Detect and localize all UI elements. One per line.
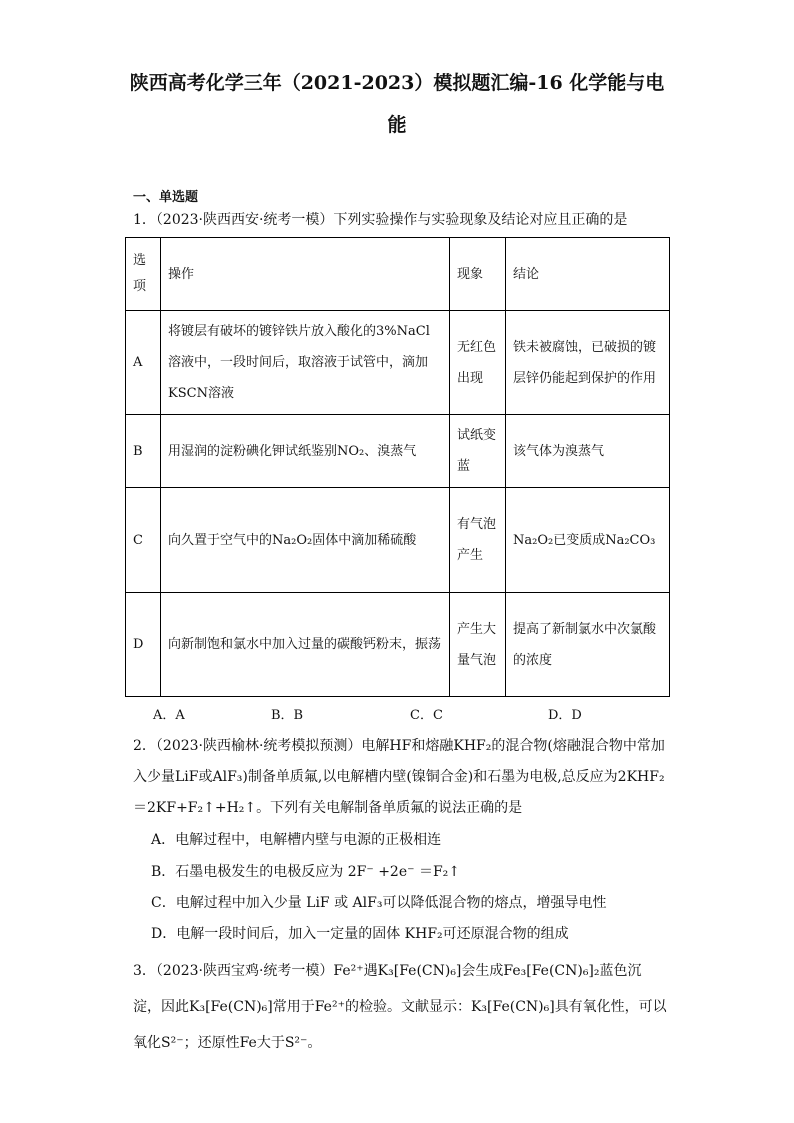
option-d[interactable]: D．电解一段时间后，加入一定量的固体 KHF₂可还原混合物的组成 — [151, 926, 569, 942]
title-line-1: 陕西高考化学三年（2021-2023）模拟题汇编-16 化学能与电 — [129, 72, 665, 94]
page-title — [110, 62, 684, 146]
question-1-stem: 1．（2023·陕西西安·统考一模）下列实验操作与实验现象及结论对应且正确的是 — [133, 212, 628, 228]
row-operation: 向久置于空气中的Na₂O₂固体中滴加稀硫酸 — [161, 488, 450, 593]
row-phenomenon: 试纸变蓝 — [450, 415, 506, 488]
row-option: D — [126, 593, 161, 697]
title-line-2: 能 — [387, 114, 407, 136]
question-1-choices — [153, 704, 673, 724]
table-row — [126, 311, 670, 415]
header-phenomenon: 现象 — [450, 238, 506, 311]
question-1-table — [125, 237, 670, 697]
choice-d[interactable]: D．D — [548, 708, 582, 723]
row-operation: 向新制饱和氯水中加入过量的碳酸钙粉末，振荡 — [161, 593, 450, 697]
row-operation: 用湿润的淀粉碘化钾试纸鉴别NO₂、溴蒸气 — [161, 415, 450, 488]
row-operation: 将镀层有破坏的镀锌铁片放入酸化的3%NaCl溶液中，一段时间后，取溶液于试管中，滴加KSCN溶液 — [161, 311, 450, 415]
row-phenomenon: 无红色出现 — [450, 311, 506, 415]
table-header-row — [126, 238, 670, 311]
header-conclusion: 结论 — [506, 238, 670, 311]
row-option: C — [126, 488, 161, 593]
row-option: A — [126, 311, 161, 415]
row-phenomenon: 产生大量气泡 — [450, 593, 506, 697]
option-a[interactable]: A．电解过程中，电解槽内壁与电源的正极相连 — [151, 832, 442, 848]
header-operation: 操作 — [161, 238, 450, 311]
option-c[interactable]: C．电解过程中加入少量 LiF 或 AlF₃可以降低混合物的熔点，增强导电性 — [151, 895, 607, 911]
choice-b[interactable]: B．B — [271, 708, 304, 723]
section-heading: 一、单选题 — [133, 190, 199, 205]
header-option: 选项 — [126, 238, 161, 311]
option-b[interactable]: B．石墨电极发生的电极反应为 2F⁻ +2e⁻ ＝F₂↑ — [151, 864, 461, 880]
table-row — [126, 593, 670, 697]
row-phenomenon: 有气泡产生 — [450, 488, 506, 593]
table-row — [126, 415, 670, 488]
choice-c[interactable]: C．C — [410, 708, 443, 723]
question-2-stem: 2．（2023·陕西榆林·统考模拟预测）电解HF和熔融KHF₂的混合物(熔融混合物中常加入少量LiF或AlF₃)制备单质氟,以电解槽内壁(镍铜合金)和石墨为电极,总反应为2KHF₂＝2KF+F₂↑+H₂↑。下列有关电解制备单质氟的说法正确的是 — [133, 738, 665, 816]
choice-a[interactable]: A．A — [153, 708, 185, 723]
row-conclusion: 提高了新制氯水中次氯酸的浓度 — [506, 593, 670, 697]
row-conclusion: 该气体为溴蒸气 — [506, 415, 670, 488]
table-row — [126, 488, 670, 593]
question-3-stem: 3．（2023·陕西宝鸡·统考一模）Fe²⁺遇K₃[Fe(CN)₆]会生成Fe₃[Fe(CN)₆]₂蓝色沉淀，因此K₃[Fe(CN)₆]常用于Fe²⁺的检验。文献显示：K₃[Fe(CN)₆]具有氧化性，可以氧化S²⁻；还原性Fe大于S²⁻。 — [133, 963, 667, 1051]
row-conclusion: 铁未被腐蚀，已破损的镀层锌仍能起到保护的作用 — [506, 311, 670, 415]
row-conclusion: Na₂O₂已变质成Na₂CO₃ — [506, 488, 670, 593]
row-option: B — [126, 415, 161, 488]
